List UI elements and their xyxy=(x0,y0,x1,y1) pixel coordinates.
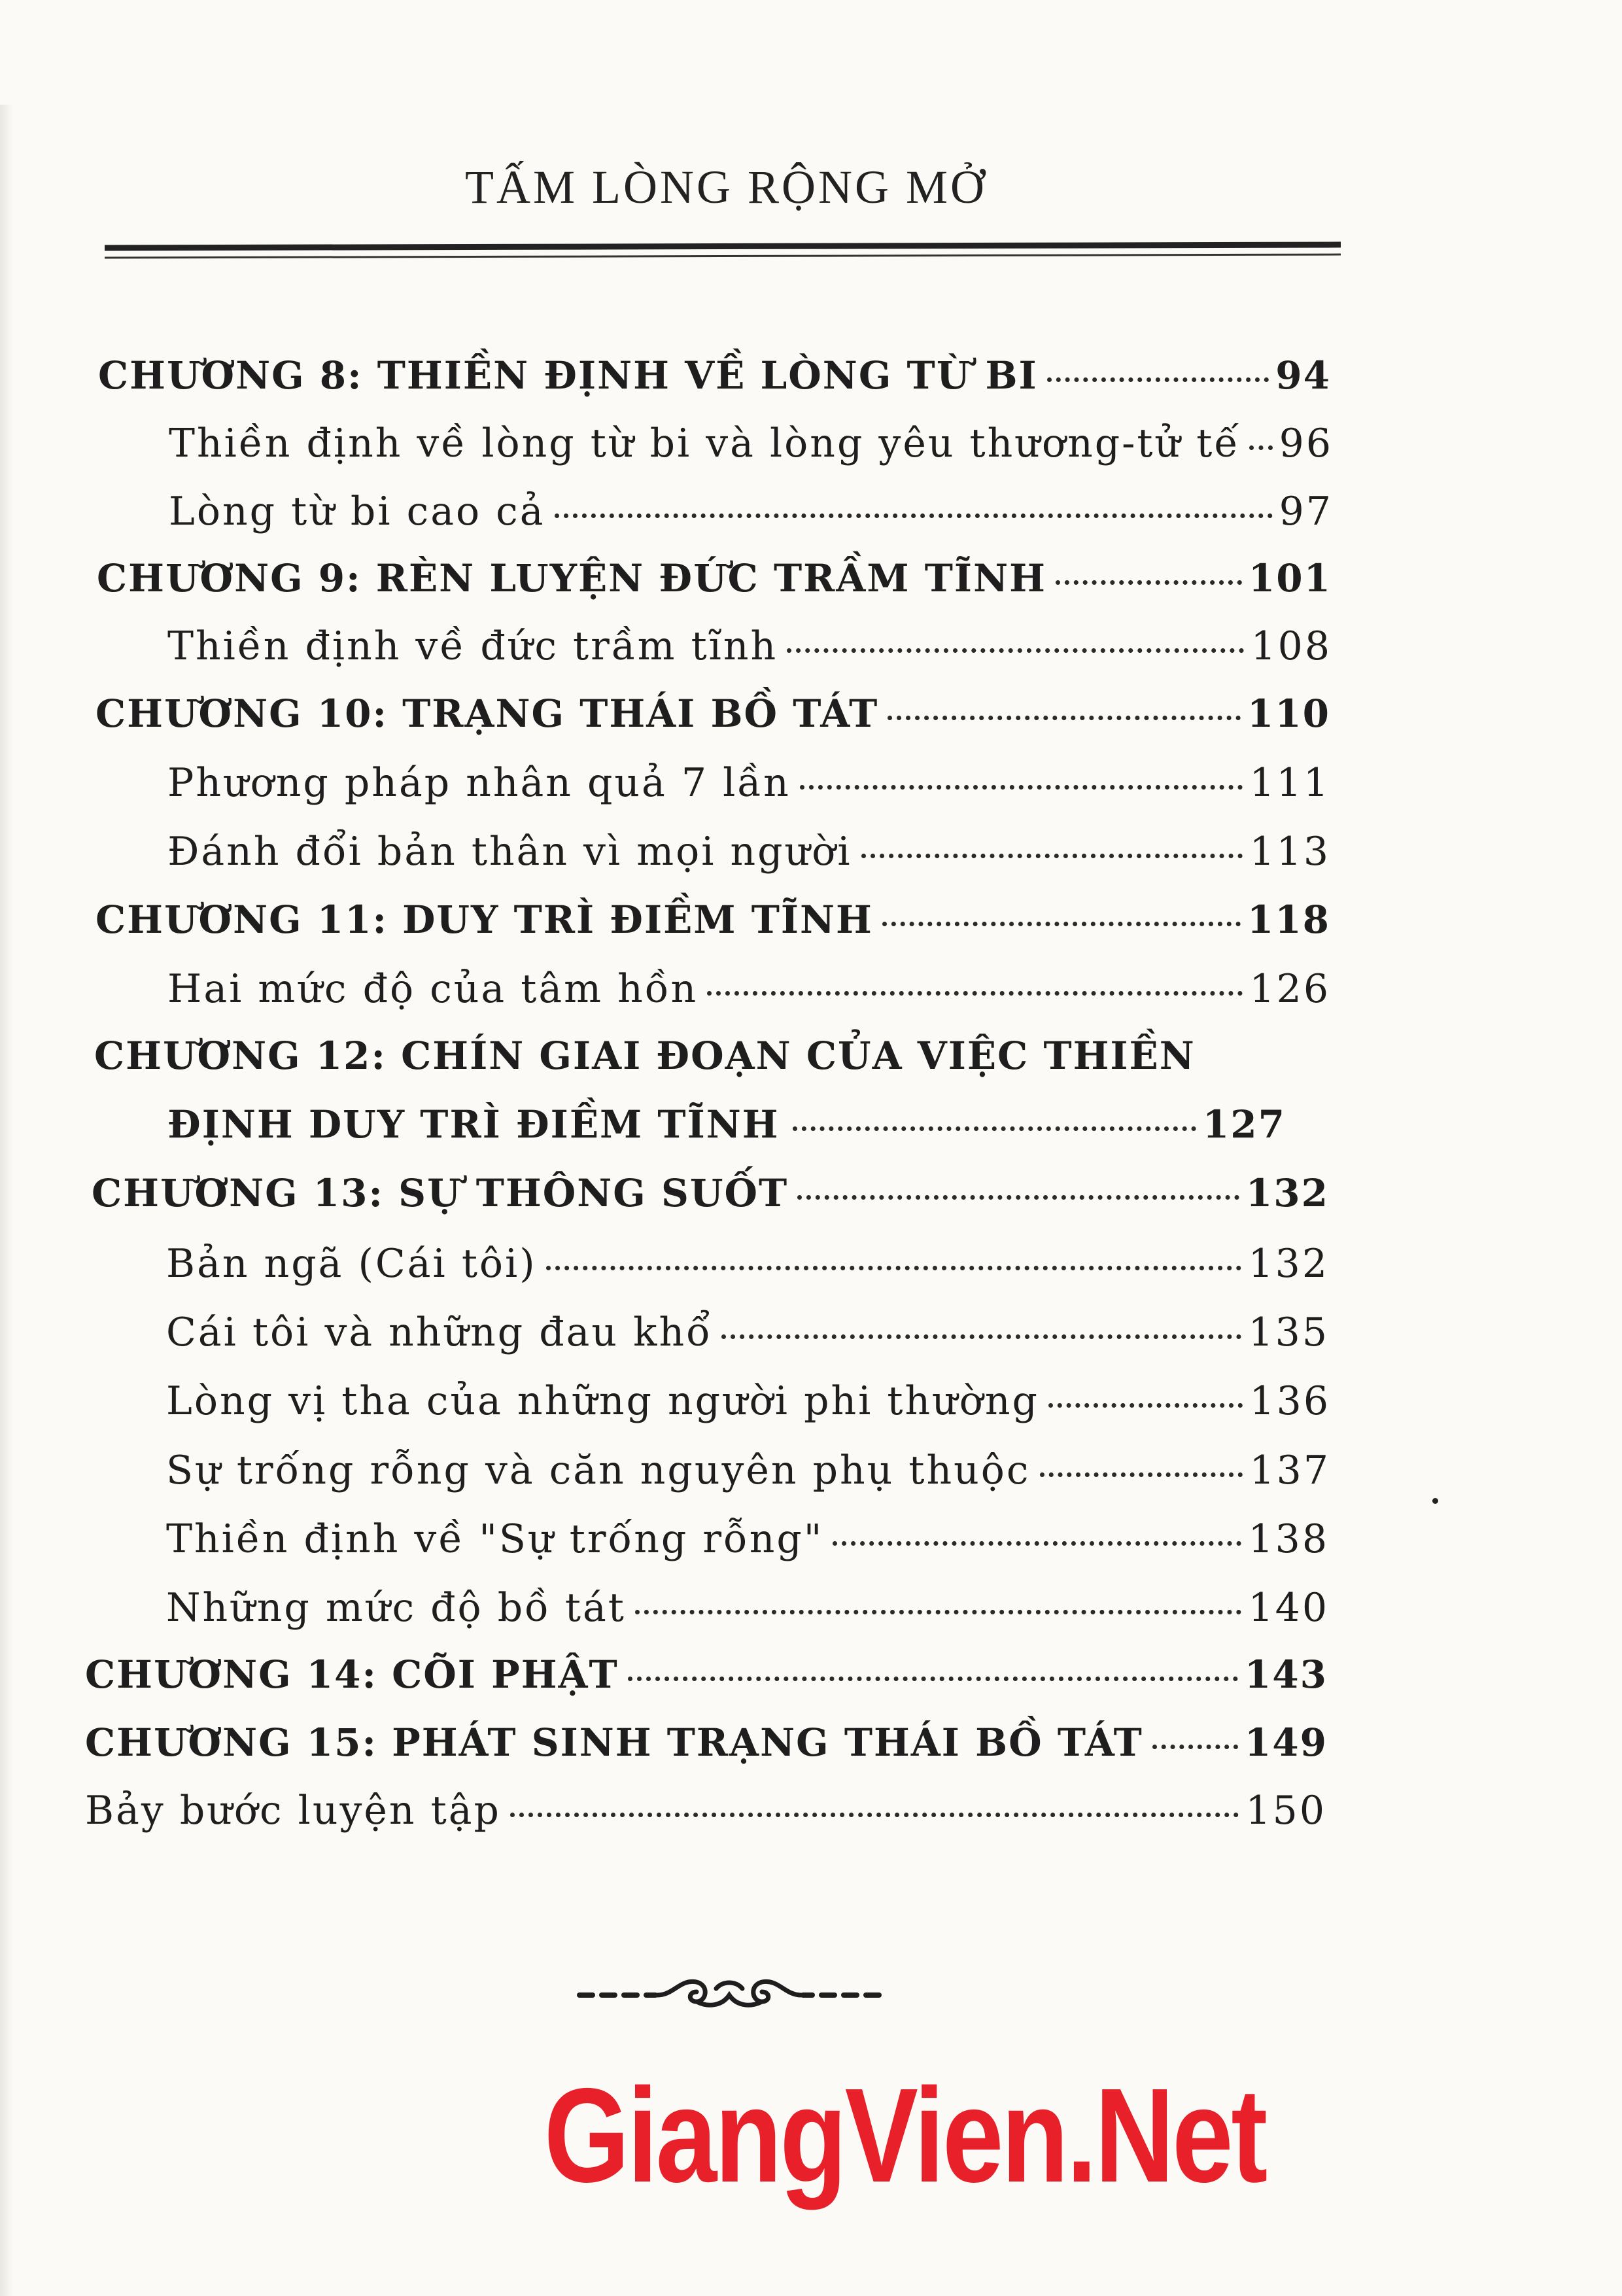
toc-page-number: 135 xyxy=(1248,1310,1329,1355)
toc-entry-title: Bảy bước luyện tập xyxy=(85,1788,501,1834)
dot-leader xyxy=(793,1126,1196,1131)
toc-entry[interactable] xyxy=(85,1652,1328,1718)
scroll-divider-icon xyxy=(576,1969,883,2021)
dot-leader xyxy=(510,1813,1239,1817)
toc-entry-title: Thiền định về đức trầm tĩnh xyxy=(167,623,778,669)
dot-leader xyxy=(1249,445,1272,450)
toc-page-number: 113 xyxy=(1249,829,1330,875)
toc-entry-title: Thiền định về "Sự trống rỗng" xyxy=(166,1516,824,1562)
toc-entry[interactable] xyxy=(166,1585,1329,1650)
toc-entry-title: Những mức độ bồ tát xyxy=(166,1585,626,1631)
dot-leader xyxy=(628,1677,1238,1681)
toc-page-number: 96 xyxy=(1279,421,1333,466)
dot-leader xyxy=(882,922,1241,926)
toc-page-number: 132 xyxy=(1245,1171,1329,1215)
toc-entry-title: Thiền định về lòng từ bi và lòng yêu thương-tử tế xyxy=(169,421,1241,466)
dot-leader xyxy=(800,785,1243,790)
toc-entry-continuation[interactable] xyxy=(167,1102,1286,1168)
toc-entry-title: Bản ngã (Cái tôi) xyxy=(166,1241,537,1287)
toc-page-number: 97 xyxy=(1279,489,1333,534)
dot-leader xyxy=(1047,377,1269,382)
toc-entry-title: CHƯƠNG 10: TRẠNG THÁI BỒ TÁT xyxy=(95,691,879,736)
toc-entry-title: Phương pháp nhân quả 7 lần xyxy=(167,760,791,806)
toc-entry[interactable] xyxy=(167,829,1330,894)
toc-page-number: 143 xyxy=(1244,1652,1328,1697)
toc-page-number: 132 xyxy=(1248,1241,1329,1287)
header-rule-thin xyxy=(105,254,1341,259)
toc-entry[interactable] xyxy=(166,1378,1330,1444)
toc-entry-title: CHƯƠNG 15: PHÁT SINH TRẠNG THÁI BỒ TÁT xyxy=(85,1720,1143,1765)
toc-page-number: 111 xyxy=(1249,760,1330,806)
toc-entry[interactable] xyxy=(166,1516,1329,1582)
dot-leader xyxy=(707,991,1243,996)
toc-entry[interactable] xyxy=(166,1310,1329,1375)
toc-entry-title: Đánh đổi bản thân vì mọi người xyxy=(167,829,852,875)
dot-leader xyxy=(1056,580,1242,585)
toc-entry-title: ĐỊNH DUY TRÌ ĐIỀM TĨNH xyxy=(167,1102,780,1147)
toc-entry[interactable] xyxy=(94,1034,1337,1099)
dot-leader xyxy=(721,1334,1242,1339)
toc-entry[interactable] xyxy=(166,1241,1329,1306)
dot-leader xyxy=(833,1541,1241,1546)
toc-entry-title: CHƯƠNG 13: SỰ THÔNG SUỐT xyxy=(92,1171,789,1215)
toc-entry[interactable] xyxy=(98,353,1331,419)
toc-page-number: 118 xyxy=(1247,897,1330,942)
watermark-logo: GiangVien.Net xyxy=(544,2061,1266,2210)
toc-page-number: 127 xyxy=(1202,1102,1286,1147)
toc-entry[interactable] xyxy=(97,556,1332,621)
toc-entry-title: CHƯƠNG 14: CÕI PHẬT xyxy=(85,1652,619,1697)
toc-entry[interactable] xyxy=(167,966,1330,1032)
header-rule-thick xyxy=(105,242,1341,251)
stray-dot xyxy=(1432,1498,1438,1504)
toc-page-number: 140 xyxy=(1248,1585,1329,1631)
toc-entry[interactable] xyxy=(166,1448,1330,1513)
toc-entry[interactable] xyxy=(85,1788,1326,1853)
toc-page-number: 149 xyxy=(1244,1720,1328,1765)
toc-entry-title: CHƯƠNG 11: DUY TRÌ ĐIỀM TĨNH xyxy=(95,897,873,942)
toc-entry-title: CHƯƠNG 12: CHÍN GIAI ĐOẠN CỦA VIỆC THIỀN xyxy=(94,1034,1196,1078)
dot-leader xyxy=(1048,1403,1243,1408)
toc-entry-title: Lòng vị tha của những người phi thường xyxy=(166,1378,1039,1424)
toc-page-number: 101 xyxy=(1248,556,1332,600)
toc-entry-title: CHƯƠNG 8: THIỀN ĐỊNH VỀ LÒNG TỪ BI xyxy=(98,353,1038,398)
toc-page-number: 137 xyxy=(1249,1448,1330,1493)
running-header: TẤM LÒNG RỘNG MỞ xyxy=(465,161,987,213)
dot-leader xyxy=(1040,1472,1243,1477)
dot-leader xyxy=(635,1610,1242,1614)
toc-entry[interactable] xyxy=(95,691,1330,757)
toc-entry-title: Lòng từ bi cao cả xyxy=(169,489,545,534)
page-edge-shadow xyxy=(0,105,13,2296)
dot-leader xyxy=(555,513,1273,518)
dot-leader xyxy=(861,854,1243,858)
toc-page-number: 94 xyxy=(1275,353,1331,398)
dot-leader xyxy=(546,1266,1242,1270)
toc-page-number: 136 xyxy=(1249,1378,1330,1424)
toc-entry[interactable] xyxy=(85,1720,1328,1786)
toc-entry[interactable] xyxy=(95,897,1330,963)
toc-entry[interactable] xyxy=(92,1171,1329,1236)
toc-entry[interactable] xyxy=(167,623,1332,689)
toc-entry-title: CHƯƠNG 9: RÈN LUYỆN ĐỨC TRẦM TĨNH xyxy=(97,556,1046,600)
dot-leader xyxy=(888,716,1241,720)
toc-entry[interactable] xyxy=(169,489,1333,554)
toc-entry[interactable] xyxy=(169,421,1333,486)
toc-page-number: 138 xyxy=(1248,1516,1329,1562)
toc-entry-title: Cái tôi và những đau khổ xyxy=(166,1310,712,1355)
toc-entry-title: Sự trống rỗng và căn nguyên phụ thuộc xyxy=(166,1448,1031,1493)
toc-page-number: 110 xyxy=(1247,691,1330,736)
toc-entry-title: Hai mức độ của tâm hồn xyxy=(167,966,699,1012)
dot-leader xyxy=(797,1195,1239,1200)
toc-page-number: 150 xyxy=(1245,1788,1326,1834)
toc-entry[interactable] xyxy=(167,760,1330,826)
toc-page-number: 126 xyxy=(1249,966,1330,1012)
dot-leader xyxy=(1152,1745,1238,1749)
dot-leader xyxy=(787,648,1244,653)
toc-page-number: 108 xyxy=(1251,623,1332,669)
